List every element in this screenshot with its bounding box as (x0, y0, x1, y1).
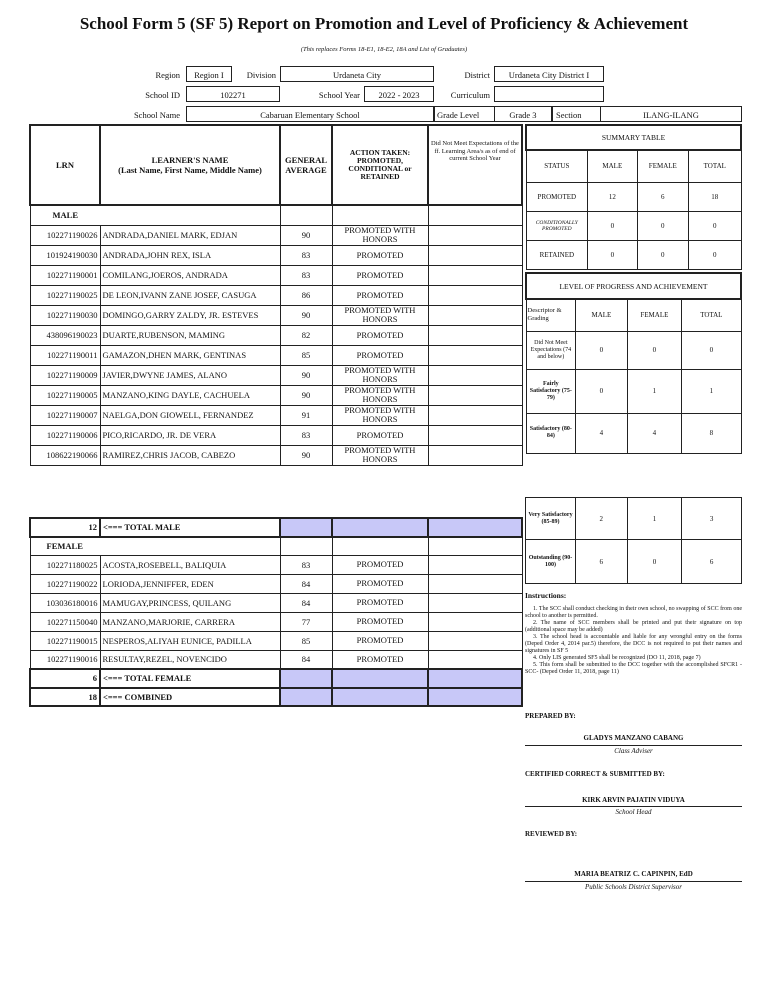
learner-remarks (428, 574, 522, 593)
learner-average: 90 (280, 305, 332, 325)
prepared-signature-line (525, 745, 742, 746)
instructions-title: Instructions: (525, 591, 567, 600)
total-female-count: 6 (30, 669, 100, 688)
learner-lrn: 102271190025 (30, 285, 100, 305)
progress-total: 1 (682, 369, 741, 413)
combined-label: <=== COMBINED (100, 688, 280, 707)
progress-descriptor: Outstanding (90-100) (526, 540, 576, 584)
learner-name: RESULTAY,REZEL, NOVENCIDO (100, 650, 280, 669)
learner-action: PROMOTED (332, 574, 428, 593)
learner-average: 83 (280, 265, 332, 285)
male-section-label: MALE (30, 205, 280, 225)
learner-lrn: 102271190030 (30, 305, 100, 325)
progress-female: 0 (627, 540, 682, 584)
learner-remarks (428, 325, 522, 345)
male-row (30, 305, 522, 325)
learner-average: 86 (280, 285, 332, 305)
summary-female: 0 (637, 211, 689, 240)
progress-total: 8 (682, 413, 741, 453)
learner-remarks (428, 345, 522, 365)
prepared-label: PREPARED BY: (525, 712, 576, 720)
learner-name: DE LEON,IVANN ZANE JOSEF, CASUGA (100, 285, 280, 305)
female-section-label: FEMALE (30, 537, 280, 556)
section-value: ILANG-ILANG (600, 106, 742, 122)
progress-female: 4 (627, 413, 682, 453)
learner-action: PROMOTED (332, 345, 428, 365)
learner-average: 85 (280, 631, 332, 650)
progress-h-total: TOTAL (682, 299, 741, 331)
region-value: Region I (186, 66, 232, 82)
male-row (30, 365, 522, 385)
progress-male: 2 (575, 498, 627, 540)
female-rows (30, 555, 522, 669)
instruction-item: 5. This form shall be submitted to the DCC together with the accomplished SFCR1 - SCC- (Deped Order 11, 2018, page 11) (525, 662, 742, 675)
school-name-value: Cabaruan Elementary School (186, 106, 434, 122)
learner-remarks (428, 425, 522, 445)
male-row (30, 385, 522, 405)
form-subtitle: (This replaces Forms 18-E1, 18-E2, 18A and List of Graduates) (300, 46, 468, 53)
progress-descriptor: Satisfactory (80-84) (526, 413, 576, 453)
male-row (30, 445, 522, 465)
female-row (30, 574, 522, 593)
learner-name: ANDRADA,JOHN REX, ISLA (100, 245, 280, 265)
prepared-role: Class Adviser (614, 747, 653, 755)
summary-female: 6 (637, 182, 689, 211)
summary-female: 0 (637, 240, 689, 269)
col-name-title: LEARNER'S NAME (151, 155, 229, 165)
learner-remarks (428, 385, 522, 405)
grade-level-value: Grade 3 (494, 106, 552, 122)
learner-action: PROMOTED (332, 265, 428, 285)
learner-remarks (428, 612, 522, 631)
male-row (30, 345, 522, 365)
school-year-label: School Year (318, 90, 360, 100)
learner-name: NESPEROS,ALIYAH EUNICE, PADILLA (100, 631, 280, 650)
learner-lrn: 101924190030 (30, 245, 100, 265)
progress-descriptor: Fairly Satisfactory (75-79) (526, 369, 576, 413)
progress-male: 6 (575, 540, 627, 584)
summary-status: PROMOTED (526, 182, 588, 211)
progress-h-male: MALE (576, 299, 627, 331)
progress-descriptor: Very Satisfactory (85-89) (526, 498, 576, 540)
summary-status: RETAINED (526, 240, 588, 269)
learner-name: PICO,RICARDO, JR. DE VERA (100, 425, 280, 445)
learner-name: GAMAZON,DHEN MARK, GENTINAS (100, 345, 280, 365)
col-lrn-header: LRN (30, 125, 100, 205)
learner-name: JAVIER,DWYNE JAMES, ALANO (100, 365, 280, 385)
learner-name: ACOSTA,ROSEBELL, BALIQUIA (100, 555, 280, 574)
col-action-header: ACTION TAKEN: PROMOTED, CONDITIONAL or RETAINED (332, 125, 428, 205)
male-rows (30, 225, 522, 465)
learner-name: MANZANO,KING DAYLE, CACHUELA (100, 385, 280, 405)
certified-label: CERTIFIED CORRECT & SUBMITTED BY: (525, 770, 665, 778)
female-row (30, 555, 522, 574)
learner-action: PROMOTED WITH HONORS (332, 225, 428, 245)
male-row (30, 265, 522, 285)
learner-lrn: 103036180016 (30, 593, 100, 612)
progress-h-desc: Descriptor & Grading (526, 299, 576, 331)
summary-total: 0 (689, 240, 741, 269)
col-name-header (100, 125, 280, 205)
learner-lrn: 102271190022 (30, 574, 100, 593)
learner-name: MAMUGAY,PRINCESS, QUILANG (100, 593, 280, 612)
learner-lrn: 102271190016 (30, 650, 100, 669)
combined-count: 18 (30, 688, 100, 707)
learner-average: 90 (280, 365, 332, 385)
learner-action: PROMOTED (332, 555, 428, 574)
learner-average: 84 (280, 574, 332, 593)
learner-table-top (29, 124, 523, 466)
learner-action: PROMOTED WITH HONORS (332, 385, 428, 405)
progress-male: 0 (576, 331, 627, 369)
division-label: Division (246, 70, 276, 80)
summary-title: SUMMARY TABLE (526, 125, 741, 150)
learner-remarks (428, 245, 522, 265)
learner-action: PROMOTED (332, 245, 428, 265)
learner-name: MANZANO,MARJORIE, CARRERA (100, 612, 280, 631)
learner-name: COMILANG,JOEROS, ANDRADA (100, 265, 280, 285)
male-row (30, 405, 522, 425)
col-remarks-header: Did Not Meet Expectations of the ff. Learning Area/s as of end of current School Year (428, 125, 522, 205)
male-row (30, 285, 522, 305)
summary-row (526, 240, 741, 269)
total-male-count: 12 (30, 518, 100, 537)
learner-remarks (428, 405, 522, 425)
male-row (30, 245, 522, 265)
learner-remarks (428, 285, 522, 305)
total-female-label: <=== TOTAL FEMALE (100, 669, 280, 688)
instruction-item: 4. Only LIS generated SF5 shall be recognized (DO 11, 2018, page 7) (533, 655, 701, 661)
progress-female: 0 (627, 331, 682, 369)
learner-lrn: 102271190007 (30, 405, 100, 425)
female-row (30, 593, 522, 612)
learner-average: 84 (280, 593, 332, 612)
learner-remarks (428, 555, 522, 574)
progress-female: 1 (627, 369, 682, 413)
learner-average: 85 (280, 345, 332, 365)
district-label: District (464, 70, 490, 80)
learner-action: PROMOTED (332, 593, 428, 612)
learner-action: PROMOTED (332, 425, 428, 445)
learner-table-bottom (29, 517, 523, 707)
learner-lrn: 108622190066 (30, 445, 100, 465)
learner-average: 82 (280, 325, 332, 345)
learner-name: DUARTE,RUBENSON, MAMING (100, 325, 280, 345)
grade-level-label: Grade Level (434, 106, 494, 122)
division-value: Urdaneta City (280, 66, 434, 82)
learner-average: 83 (280, 245, 332, 265)
progress-female: 1 (627, 498, 682, 540)
certified-role: School Head (615, 808, 652, 816)
learner-average: 90 (280, 225, 332, 245)
learner-remarks (428, 225, 522, 245)
learner-lrn: 102271190026 (30, 225, 100, 245)
learner-name: NAELGA,DON GIOWELL, FERNANDEZ (100, 405, 280, 425)
instructions-block (525, 591, 742, 676)
female-row (30, 650, 522, 669)
reviewed-name: MARIA BEATRIZ C. CAPINPIN, EdD (574, 870, 693, 878)
learner-remarks (428, 593, 522, 612)
summary-table (525, 124, 742, 270)
summary-row (526, 211, 741, 240)
progress-title: LEVEL OF PROGRESS AND ACHIEVEMENT (526, 273, 741, 299)
summary-row (526, 182, 741, 211)
female-row (30, 631, 522, 650)
summary-male: 0 (588, 240, 637, 269)
learner-action: PROMOTED (332, 285, 428, 305)
learner-average: 83 (280, 425, 332, 445)
male-row (30, 425, 522, 445)
progress-row (526, 369, 741, 413)
learner-lrn: 102271150040 (30, 612, 100, 631)
progress-descriptor: Did Not Meet Expectations (74 and below) (526, 331, 576, 369)
district-value: Urdaneta City District I (494, 66, 604, 82)
progress-row (526, 331, 741, 369)
prepared-name: GLADYS MANZANO CABANG (583, 734, 684, 742)
learner-action: PROMOTED WITH HONORS (332, 365, 428, 385)
learner-action: PROMOTED WITH HONORS (332, 445, 428, 465)
reviewed-role: Public Schools District Supervisor (584, 883, 683, 891)
form-title: School Form 5 (SF 5) Report on Promotion and Level of Proficiency & Achievement (79, 14, 689, 33)
learner-lrn: 102271190015 (30, 631, 100, 650)
learner-name: RAMIREZ,CHRIS JACOB, CABEZO (100, 445, 280, 465)
learner-average: 77 (280, 612, 332, 631)
learner-remarks (428, 365, 522, 385)
certified-name: KIRK ARVIN PAJATIN VIDUYA (582, 796, 685, 804)
summary-h-status: STATUS (526, 150, 588, 182)
learner-lrn: 102271190001 (30, 265, 100, 285)
learner-remarks (428, 305, 522, 325)
progress-row (526, 540, 742, 584)
instruction-item: 2. The name of SCC members shall be printed and put their signature on top (additional space may be added) (525, 620, 742, 633)
school-year-value: 2022 - 2023 (364, 86, 434, 102)
total-male-label: <=== TOTAL MALE (100, 518, 280, 537)
summary-total: 0 (689, 211, 741, 240)
summary-status: CONDITIONALLY PROMOTED (526, 211, 588, 240)
school-id-value: 102271 (186, 86, 280, 102)
learner-average: 84 (280, 650, 332, 669)
progress-table-top (525, 272, 742, 454)
learner-action: PROMOTED WITH HONORS (332, 405, 428, 425)
learner-remarks (428, 631, 522, 650)
instruction-item: 3. The school head is accountable and liable for any wrongful entry on the forms (Deped Order 4, 2014 par.5) therefore, the DCC is not required to put their names and signatures in SF 5 (525, 634, 742, 654)
section-label: Section (552, 106, 600, 122)
progress-total: 3 (682, 498, 742, 540)
progress-rows-bottom (526, 498, 742, 584)
learner-lrn: 438096190023 (30, 325, 100, 345)
progress-row (526, 413, 741, 453)
learner-name: ANDRADA,DANIEL MARK, EDJAN (100, 225, 280, 245)
male-row (30, 325, 522, 345)
learner-action: PROMOTED (332, 325, 428, 345)
summary-h-male: MALE (588, 150, 637, 182)
learner-remarks (428, 265, 522, 285)
progress-male: 4 (576, 413, 627, 453)
curriculum-value (494, 86, 604, 102)
learner-name: LORIODA,JENNIFFER, EDEN (100, 574, 280, 593)
male-row (30, 225, 522, 245)
learner-action: PROMOTED (332, 631, 428, 650)
summary-male: 0 (588, 211, 637, 240)
summary-h-total: TOTAL (689, 150, 741, 182)
instructions-list (525, 606, 742, 676)
learner-action: PROMOTED (332, 650, 428, 669)
learner-remarks (428, 445, 522, 465)
progress-row (526, 498, 742, 540)
instruction-item: 1. The SCC shall conduct checking in their own school, no swapping of SCC from one school to another is permitted. (525, 606, 742, 619)
progress-total: 6 (682, 540, 742, 584)
reviewed-label: REVIEWED BY: (525, 830, 578, 838)
learner-remarks (428, 650, 522, 669)
certified-signature-line (525, 806, 742, 807)
col-avg-header: GENERAL AVERAGE (280, 125, 332, 205)
summary-rows (526, 182, 741, 269)
summary-male: 12 (588, 182, 637, 211)
learner-average: 90 (280, 445, 332, 465)
learner-average: 83 (280, 555, 332, 574)
learner-average: 91 (280, 405, 332, 425)
learner-action: PROMOTED (332, 612, 428, 631)
col-name-sub: (Last Name, First Name, Middle Name) (118, 165, 262, 175)
learner-lrn: 102271190009 (30, 365, 100, 385)
summary-total: 18 (689, 182, 741, 211)
learner-name: DOMINGO,GARRY ZALDY, JR. ESTEVES (100, 305, 280, 325)
female-row (30, 612, 522, 631)
learner-action: PROMOTED WITH HONORS (332, 305, 428, 325)
learner-lrn: 102271190006 (30, 425, 100, 445)
progress-total: 0 (682, 331, 741, 369)
progress-h-female: FEMALE (627, 299, 682, 331)
progress-male: 0 (576, 369, 627, 413)
region-label: Region (155, 70, 180, 80)
learner-lrn: 102271190005 (30, 385, 100, 405)
school-id-label: School ID (145, 90, 180, 100)
progress-rows-top (526, 331, 741, 453)
summary-h-female: FEMALE (637, 150, 689, 182)
school-name-label: School Name (133, 110, 180, 120)
reviewed-signature-line (525, 881, 742, 882)
curriculum-label: Curriculum (450, 90, 490, 100)
learner-average: 90 (280, 385, 332, 405)
progress-table-bottom (525, 497, 742, 584)
learner-lrn: 102271190011 (30, 345, 100, 365)
learner-lrn: 102271180025 (30, 555, 100, 574)
